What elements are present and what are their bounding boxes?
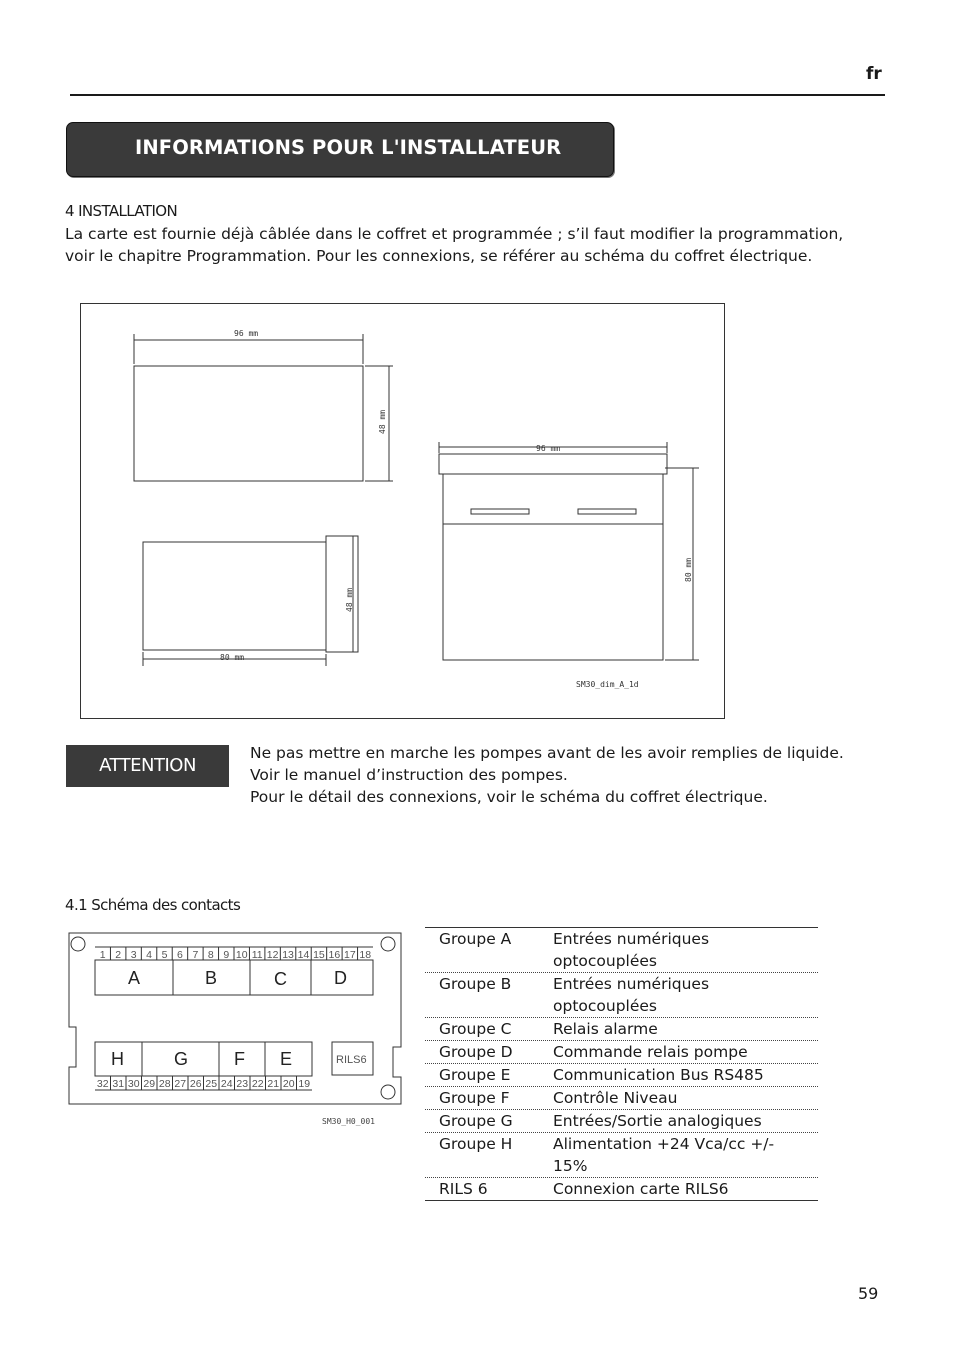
group-desc-cell: Communication Bus RS485 xyxy=(553,1066,764,1084)
group-name-cell: Groupe B xyxy=(439,975,512,993)
pin-number: 2 xyxy=(115,949,122,961)
figure-code: SM30_dim_A_1d xyxy=(576,680,639,689)
group-desc-cell: Relais alarme xyxy=(553,1020,658,1038)
group-desc-cell: Entrées/Sortie analogiques xyxy=(553,1112,762,1130)
table-row xyxy=(425,1178,818,1200)
group-label-b: B xyxy=(205,968,218,988)
pin-number: 27 xyxy=(174,1078,187,1090)
group-name-cell: Groupe C xyxy=(439,1020,512,1038)
pin-number: 6 xyxy=(177,949,183,961)
dim-side-height: 48 mm xyxy=(345,587,354,612)
group-name-cell: RILS 6 xyxy=(439,1180,488,1198)
top-view-body xyxy=(443,474,663,660)
pin-number: 31 xyxy=(112,1078,125,1090)
group-desc-cell: Entrées numériques optocouplées xyxy=(553,975,710,1015)
connector-code: SM30_H0_001 xyxy=(322,1117,375,1126)
pin-number: 9 xyxy=(223,949,230,961)
group-label-a: A xyxy=(128,968,141,988)
groups-table xyxy=(425,927,818,1201)
attention-line-1: Ne pas mettre en marche les pompes avant de les avoir remplies de liquide. Voir le manuel d’instruction des pompes. xyxy=(250,744,844,784)
pin-number: 10 xyxy=(235,949,248,961)
pin-number: 24 xyxy=(220,1078,233,1090)
pin-number: 13 xyxy=(282,949,294,961)
group-name-cell: Groupe D xyxy=(439,1043,513,1061)
subsection-title: 4.1 Schéma des contacts xyxy=(65,896,241,914)
group-label-c: C xyxy=(274,969,287,989)
dim-front-height: 48 mm xyxy=(378,409,387,434)
dim-front-width: 96 mm xyxy=(234,329,259,338)
top-view-bezel xyxy=(439,454,667,474)
section-banner xyxy=(66,122,614,177)
connector-drawing xyxy=(68,932,402,1132)
group-desc-cell: Contrôle Niveau xyxy=(553,1089,678,1107)
rils-label: RILS6 xyxy=(336,1054,367,1066)
table-row xyxy=(425,1018,818,1041)
pin-number: 14 xyxy=(297,949,310,961)
pin-number: 18 xyxy=(359,949,372,961)
dimension-drawing xyxy=(81,304,726,720)
attention-text xyxy=(250,742,875,808)
group-label-g: G xyxy=(174,1049,189,1069)
pin-number: 26 xyxy=(189,1078,202,1090)
pin-number: 30 xyxy=(127,1078,140,1090)
group-name-cell: Groupe F xyxy=(439,1089,510,1107)
dim-side-width: 80 mm xyxy=(220,653,245,662)
pin-number: 29 xyxy=(143,1078,156,1090)
dim-right-width: 96 mm xyxy=(536,444,561,453)
banner-title: INFORMATIONS POUR L'INSTALLATEUR xyxy=(135,136,562,159)
connector-diagram xyxy=(68,932,402,1132)
pin-number: 20 xyxy=(282,1078,295,1090)
group-desc-cell: Alimentation +24 Vca/cc +/- 15% xyxy=(553,1135,775,1175)
group-label-h: H xyxy=(111,1049,124,1069)
group-name-cell: Groupe A xyxy=(439,930,512,948)
section-title: 4 INSTALLATION xyxy=(65,202,178,220)
table-row xyxy=(425,973,818,1018)
pin-number: 8 xyxy=(207,949,214,961)
pin-number: 19 xyxy=(298,1078,311,1090)
attention-badge xyxy=(66,745,229,787)
attention-label: ATTENTION xyxy=(99,755,196,776)
dim-right-height: 80 mm xyxy=(684,557,693,582)
section-paragraph: La carte est fournie déjà câblée dans le coffret et programmée ; s’il faut modifier la programmation, voir le chapitre Programmation. Pour les connexions, se référer au schéma du coffret électrique. xyxy=(65,225,844,265)
pin-number: 1 xyxy=(99,949,106,961)
pin-number: 22 xyxy=(251,1078,264,1090)
pin-number: 15 xyxy=(313,949,325,961)
dimension-figure xyxy=(80,303,725,719)
group-name-cell: Groupe E xyxy=(439,1066,511,1084)
page-number: 59 xyxy=(858,1284,879,1303)
group-name-cell: Groupe H xyxy=(439,1135,513,1153)
pin-number: 21 xyxy=(267,1078,280,1090)
pin-number: 16 xyxy=(328,949,341,961)
pin-number: 4 xyxy=(146,949,152,961)
header-rule xyxy=(70,94,885,96)
pin-number: 3 xyxy=(130,949,137,961)
group-desc-cell: Entrées numériques optocouplées xyxy=(553,930,710,970)
pin-number: 25 xyxy=(205,1078,218,1090)
attention-line-2: Pour le détail des connexions, voir le schéma du coffret électrique. xyxy=(250,788,768,806)
pin-number: 17 xyxy=(343,949,356,961)
table-row xyxy=(425,1064,818,1087)
language-tag: fr xyxy=(866,64,882,84)
pin-number: 5 xyxy=(161,949,168,961)
side-view-outline xyxy=(143,542,326,650)
pin-number: 23 xyxy=(236,1078,249,1090)
pin-number: 7 xyxy=(192,949,199,961)
pin-number: 12 xyxy=(266,949,279,961)
table-row xyxy=(425,1087,818,1110)
table-row xyxy=(425,1133,818,1178)
table-row xyxy=(425,1110,818,1133)
group-label-e: E xyxy=(280,1049,293,1069)
table-row xyxy=(425,1041,818,1064)
group-label-f: F xyxy=(234,1049,245,1069)
pin-number: 32 xyxy=(96,1078,109,1090)
group-desc-cell: Commande relais pompe xyxy=(553,1043,748,1061)
group-label-d: D xyxy=(334,968,347,988)
group-desc-cell: Connexion carte RILS6 xyxy=(553,1180,729,1198)
pin-number: 28 xyxy=(158,1078,171,1090)
pin-number: 11 xyxy=(251,949,263,961)
group-name-cell: Groupe G xyxy=(439,1112,513,1130)
front-panel-outline xyxy=(134,366,363,481)
table-row xyxy=(425,928,818,973)
